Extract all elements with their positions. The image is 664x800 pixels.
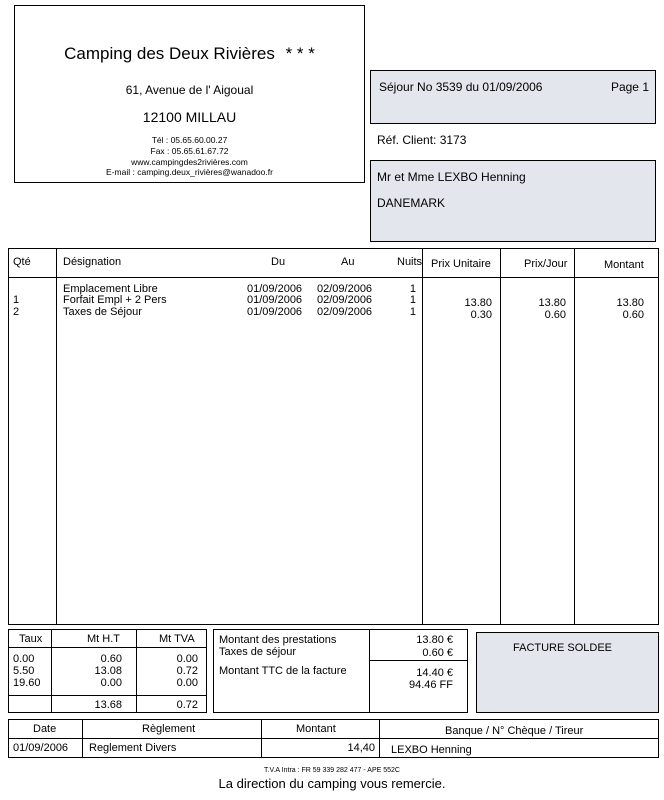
header-nights: Nuits (397, 256, 423, 268)
vat-header-rate: Taux (19, 633, 43, 645)
header-to: Au (341, 256, 355, 268)
company-city: 12100 MILLAU (142, 109, 237, 125)
customer-name: Mr et Mme LEXBO Henning (377, 170, 526, 184)
company-fax: Fax : 05.65.61.67.72 (150, 146, 229, 156)
ttc-eur: 14.40 € (416, 667, 453, 679)
stay-title: Séjour No 3539 du 01/09/2006 (379, 80, 543, 94)
company-address: 61, Avenue de l' Aigoual (125, 83, 254, 97)
header-per-day: Prix/Jour (524, 258, 568, 270)
company-website: www.campingdes2rivières.com (131, 157, 248, 167)
company-box (14, 5, 365, 183)
vat-table: Taux Mt H.T Mt TVA 0.00 0.60 0.00 5.50 13.08 0.72 19.60 0.00 0.00 13.68 0.72 (8, 629, 207, 713)
services-label: Montant des prestations (219, 634, 337, 646)
company-phone: Tél : 05.65.60.00.27 (151, 135, 228, 145)
status-label: FACTURE SOLDEE (513, 642, 613, 654)
services-value: 13.80 € (416, 634, 453, 646)
header-amount: Montant (604, 259, 644, 271)
thanks-footer: La direction du camping vous remercie. (218, 776, 446, 791)
page-number: Page 1 (610, 80, 649, 94)
vat-total-ht: 13.68 (94, 699, 122, 711)
company-name-line (15, 44, 364, 64)
tax-value: 0.60 € (422, 647, 453, 659)
header-qty: Qté (13, 256, 31, 268)
header-unit-price: Prix Unitaire (431, 258, 491, 270)
status-box (476, 632, 659, 713)
pay-header-date: Date (33, 723, 57, 735)
payment-table: Date Règlement Montant Banque / N° Chèque / Tireur 01/09/2006 Reglement Divers 14,40 LEXBO Henning (8, 719, 659, 758)
header-designation: Désignation (63, 256, 122, 268)
vat-total-tva: 0.72 (176, 699, 198, 711)
pay-header-bank: Banque / N° Chèque / Tireur (445, 725, 584, 737)
company-email: E-mail : camping.deux_rivières@wanadoo.fr (106, 167, 273, 177)
stay-box (370, 70, 656, 124)
company-stars: * * * (285, 44, 315, 63)
ttc-label: Montant TTC de la facture (219, 665, 347, 677)
legal-footer: T.V.A Intra : FR 59 339 282 477 - APE 552C (264, 767, 400, 774)
items-header-rule (9, 277, 658, 278)
company-name: Camping des Deux Rivières (64, 44, 275, 63)
customer-country: DANEMARK (377, 196, 446, 210)
ttc-ff: 94.46 FF (408, 679, 453, 691)
header-from: Du (271, 256, 286, 268)
client-ref: Réf. Client: 3173 (377, 133, 467, 147)
pay-header-amount: Montant (296, 723, 336, 735)
customer-box (370, 160, 656, 242)
vat-header-tva: Mt TVA (159, 633, 195, 645)
tax-label: Taxes de séjour (219, 646, 297, 658)
pay-header-method: Règlement (142, 723, 196, 735)
items-table: Qté Désignation Du Au Nuits Prix Unitaire Prix/Jour Montant Emplacement Libre 01/09/2006 02/09/2006 1 1 Forfait Empl + 2 Pers 01/09/2006 02/09/2006 1 13.80 13.80 13.80 2 Taxes de Séjour 01/09/2006 02/09/2006 1 0.30 0.60 0.60 (8, 248, 659, 625)
vat-header-ht: Mt H.T (87, 633, 120, 645)
summary-box (213, 629, 468, 713)
